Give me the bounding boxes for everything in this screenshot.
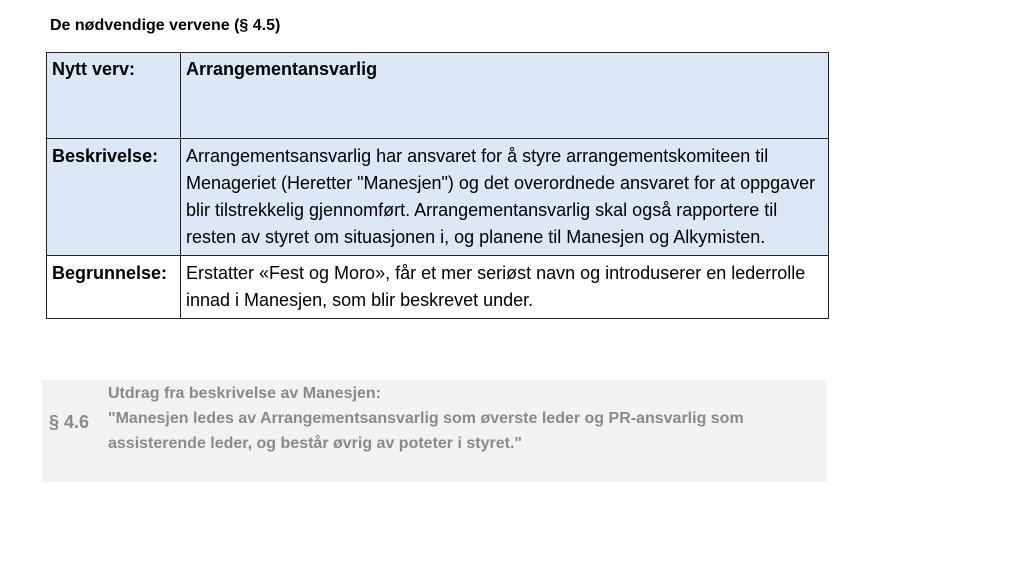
table-row-begrunnelse [47, 256, 829, 319]
excerpt-section-number: § 4.6 [49, 412, 90, 432]
row-value-nytt-verv: Arrangementansvarlig [181, 53, 829, 139]
row-value-beskrivelse: Arrangementsansvarlig har ansvaret for å styre arrangementskomiteen til Menageriet (Heretter "Manesjen") og det overordnede ansvaret for at oppgaver blir tilstrekkelig gjennomført. Arrangementansvarlig skal også rapportere til resten av styret om situasjonen i, og planene til Manesjen og Alkymisten. [181, 139, 829, 256]
row-label-beskrivelse: Beskrivelse: [47, 139, 181, 256]
table-row-beskrivelse [47, 139, 829, 256]
excerpt-heading: Utdrag fra beskrivelse av Manesjen: [108, 385, 382, 402]
excerpt-text [108, 381, 808, 456]
table-row-nytt-verv [47, 53, 829, 139]
row-label-begrunnelse: Begrunnelse: [47, 256, 181, 319]
excerpt-box [42, 380, 827, 482]
page-title: De nødvendige vervene (§ 4.5) [50, 17, 281, 34]
verv-table [46, 52, 829, 319]
row-label-nytt-verv: Nytt verv: [47, 53, 181, 139]
row-value-begrunnelse: Erstatter «Fest og Moro», får et mer seriøst navn og introduserer en lederrolle innad i Manesjen, som blir beskrevet under. [181, 256, 829, 319]
excerpt-quote: "Manesjen ledes av Arrangementsansvarlig som øverste leder og PR-ansvarlig som assisterende leder, og består øvrig av poteter i styret." [108, 410, 744, 452]
